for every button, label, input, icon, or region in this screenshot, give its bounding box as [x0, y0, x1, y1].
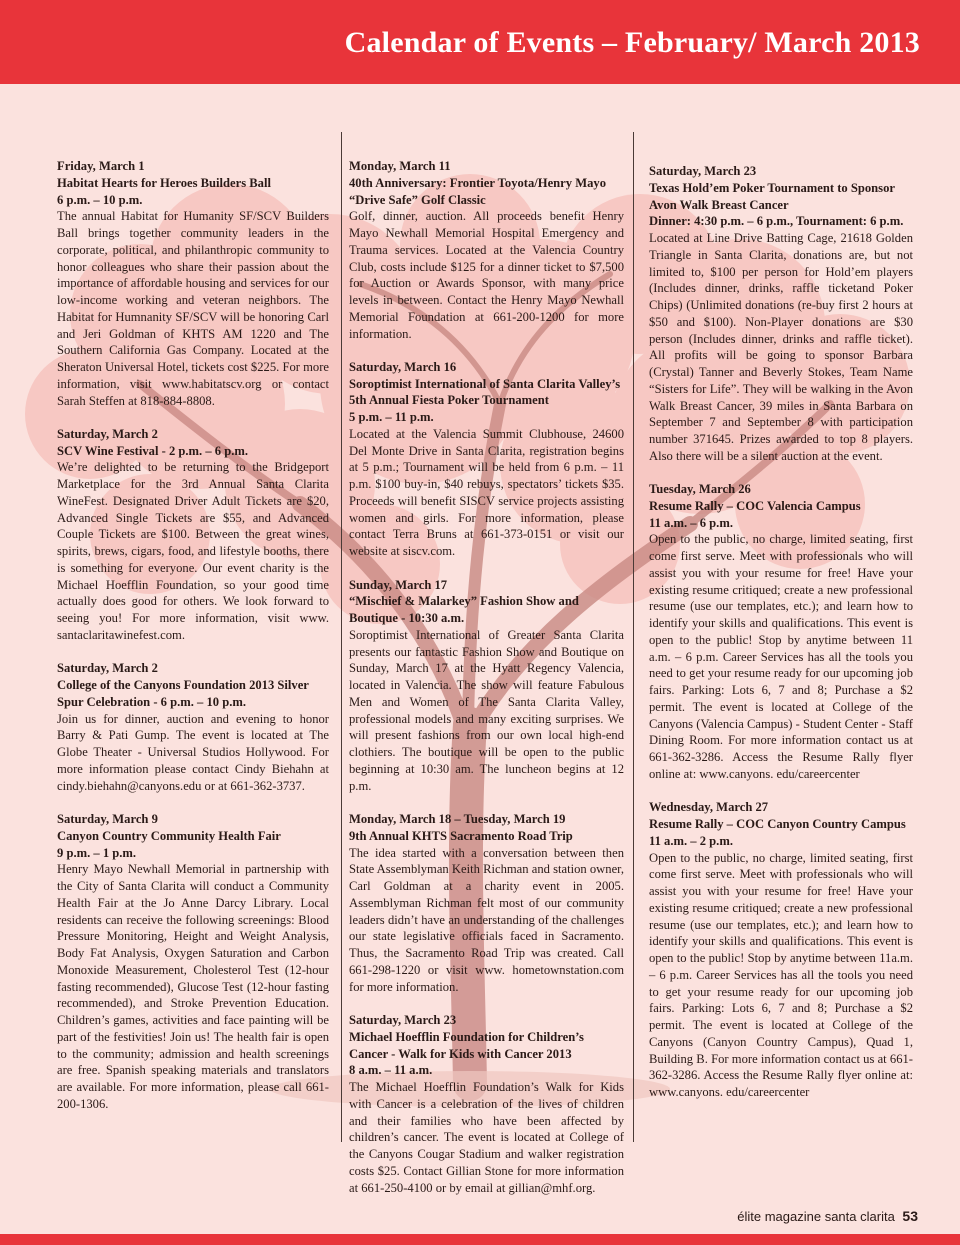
event-title: Michael Hoefflin Foundation for Children’s Cancer - Walk for Kids with Cancer 2013 — [349, 1029, 584, 1061]
event-description: We’re delighted to be returning to the Bridgeport Marketplace for the 3rd Annual Santa Clarita WineFest. Designated Driver Adult Tickets are $20, Advanced Single Tickets are $55, and Advanced Couple Tickets are $100. Between the great wines, spirits, brews, cigars, food, and lifestyle booths, there is something for everyone. Our event charity is the Michael Hoefflin Foundation, so your good time actually does good for others. We look forward to seeing you! For more information, visit www. santaclaritawinefest.com. — [57, 460, 329, 642]
event-time: 11 a.m. – 6 p.m. — [649, 515, 733, 530]
event-texas-holdem — [649, 163, 913, 465]
event-date: Sunday, March 17 — [349, 577, 448, 592]
event-title: Habitat Hearts for Heroes Builders Ball — [57, 175, 271, 190]
event-description: Golf, dinner, auction. All proceeds benefit Henry Mayo Newhall Memorial Hospital Emergency and Trauma services. Located at the Valencia Country Club, costs include $125 for a dinner ticket to $7,500 for Auction or Awards Sponsor, with many price levels in between. Contact the Henry Mayo Newhall Memorial Foundation at 661-200-1200 for more information. — [349, 209, 624, 341]
event-description: The idea started with a conversation between then State Assemblyman Keith Richman and station owner, Carl Goldman at a charity event in 2005. Assemblyman Richman felt most of our community leaders didn’t have an understanding of the challenges our state legislative officials faced in Sacramento. Thus, the Sacramento Road Trip was created. Call 661-298-1220 or visit www. hometownstation.com for more information. — [349, 845, 624, 994]
event-health-fair — [57, 811, 329, 1113]
page-title: Calendar of Events – February/ March 2013 — [344, 26, 920, 59]
event-date: Saturday, March 9 — [57, 812, 158, 827]
event-date: Saturday, March 16 — [349, 359, 457, 374]
event-sacramento-road-trip — [349, 811, 624, 995]
event-resume-rally-valencia — [649, 481, 913, 783]
event-description: Located at Line Drive Batting Cage, 21618 Golden Triangle in Santa Clarita, donations are, but not limited to, $100 per person for Hold’em players (Includes dinner, drinks, raffle ticketand Poker Chips) (Unlimited donations (re-buy first 2 hours at $50 and $100). Non-Player donations are $30 person (Includes dinner, drinks and raffle ticket). All profits will be going to sponsor Barbara (Crystal) Tanner and Beverly Stokes, Team Name “Sisters for Life”. They will be walking in the Avon Walk Breast Cancer, 39 miles in Santa Barbara on September 7 and September 8 with participation number 371645. Prizes awarded to top 8 players. Also there will be a silent auction at the event. — [649, 231, 913, 463]
event-time: 5 p.m. – 11 p.m. — [349, 410, 434, 425]
event-scv-wine-festival — [57, 426, 329, 644]
event-description: Open to the public, no charge, limited seating, first come first serve. Meet with professionals who will assist you with your resume for free! Have your existing resume critiqued; create a new professional resume (use our templates, etc.); and learn how to identify your skills and qualifications. This event is open to the public! Stop by anytime between 11 a.m. – 6 p.m. Career Services has all the tools you need to get your resume ready for our upcoming job fairs. Parking: Lots 6, 7 and 8; Purchase a $2 permit. The event is located at College of the Canyons (Valencia Campus) - Student Center - Staff Dining Room. For more information contact us at 661-362-3286. Access the Resume Rally flyer online at: www.canyons. edu/careercenter — [649, 532, 913, 781]
event-date: Saturday, March 2 — [57, 661, 158, 676]
event-time: Dinner: 4:30 p.m. – 6 p.m., Tournament: 6 p.m. — [649, 214, 904, 229]
event-date: Tuesday, March 26 — [649, 482, 751, 497]
event-title: Canyon Country Community Health Fair — [57, 828, 281, 843]
event-title: “Mischief & Malarkey” Fashion Show and Boutique - 10:30 a.m. — [349, 594, 579, 626]
event-date: Saturday, March 23 — [649, 164, 757, 178]
event-description: Soroptimist International of Greater Santa Clarita presents our fantastic Fashion Show and Boutique on Sunday, March 17 at the Hyatt Regency Valencia, located in Valencia. The show will feature Fabulous Men and Women of The Santa Clarita Valley, professional models and many exciting surprises. We will present fashions from our own local high-end clothiers. The boutique will be open to the public beginning at 10:30 am. The luncheon begins at 12 p.m. — [349, 627, 624, 793]
event-title: SCV Wine Festival - 2 p.m. – 6 p.m. — [57, 443, 249, 458]
event-time: 6 p.m. – 10 p.m. — [57, 192, 143, 207]
event-date: Friday, March 1 — [57, 159, 145, 173]
event-description: Join us for dinner, auction and evening to honor Barry & Pati Gump. The event is located at The Globe Theater - Universal Studios Hollywood. For more information please contact Cindy Biehahn at cindy.biehahn@canyons.edu or at 661-362-3737. — [57, 711, 329, 793]
event-time: 8 a.m. – 11 a.m. — [349, 1063, 433, 1078]
event-golf-classic — [349, 158, 624, 342]
events-column-1 — [57, 158, 329, 1129]
page-footer — [737, 1208, 918, 1224]
event-resume-rally-canyon-country — [649, 799, 913, 1101]
event-title: College of the Canyons Foundation 2013 Silver Spur Celebration - 6 p.m. – 10 p.m. — [57, 678, 309, 709]
event-fashion-show — [349, 577, 624, 795]
event-habitat-hearts — [57, 158, 329, 409]
event-description: Located at the Valencia Summit Clubhouse, 24600 Del Monte Drive in Santa Clarita, registration begins at 5 p.m.; Tournament will be held from 6 p.m. – 11 p.m. $100 buy-in, $40 rebuys, spectators’ tickets $35. Proceeds will benefit SISCV service projects assisting women and girls. For more information, please contact Terra Bruns at 661-373-0151 or visit our website at siscv.com. — [349, 426, 624, 559]
events-column-3 — [649, 163, 913, 1118]
events-column-2 — [349, 158, 624, 1213]
event-description: The Michael Hoefflin Foundation’s Walk for Kids with Cancer is a celebration of the lives of children and their families who have been affected by children’s cancer. The event is located at College of the Canyons Cougar Stadium and walker registration costs $25. Contact Gillian Stone for more information at 661-250-4100 or by email at gillian@mhf.org. — [349, 1080, 624, 1195]
page-number: 53 — [902, 1208, 918, 1224]
event-description: Open to the public, no charge, limited seating, first come first serve. Meet with professionals who will assist you with your resume for free! Have your existing resume critiqued; create a new professional resume (use our templates, etc.); and learn how to identify your skills and qualifications. This event is open to the public! Stop by anytime between 11a.m. – 6 p.m. Career Services has all the tools you need to get your resume ready for our upcoming job fairs. Parking: Lots 6, 7 and 8; Purchase a $2 permit. The event is located at College of the Canyons (Canyon Country Campus), Quad 1, Building B. For more information contact us at 661-362-3286. Access the Resume Rally flyer online at: www.canyons. edu/careercenter — [649, 850, 913, 1100]
event-date: Saturday, March 23 — [349, 1013, 457, 1027]
event-title: 9th Annual KHTS Sacramento Road Trip — [349, 828, 573, 843]
page-header — [0, 0, 960, 84]
event-time: 9 p.m. – 1 p.m. — [57, 845, 137, 860]
event-fiesta-poker — [349, 359, 624, 560]
event-title: Resume Rally – COC Valencia Campus — [649, 498, 861, 513]
event-description: Henry Mayo Newhall Memorial in partnership with the City of Santa Clarita will conduct a Community Health Fair at the Jo Anne Darcy Library. Local residents can receive the following screenings: Blood Pressure Monitoring, Height and Weight Analysis, Body Fat Analysis, Oxygen Saturation and Carbon Monoxide Measurement, Cholesterol Test (12-hour fasting recommended), Glucose Test (12-hour fasting recommended), and Stroke Prevention Education. Children’s games, activities and face painting will be part of the festivities! Join us! The health fair is open to the community; admission and health screenings are free. Spanish speaking materials and translators are available. For more information, please call 661-200-1306. — [57, 862, 329, 1111]
event-title: Texas Hold’em Poker Tournament to Sponsor Avon Walk Breast Cancer — [649, 180, 895, 212]
event-description: The annual Habitat for Humanity SF/SCV Builders Ball brings together community leaders in the corporate, political, and philanthropic community to honor colleagues who share their passion about the importance of affordable housing and services for our low-income working and veteran neighbors. The Habitat for Humnanity SF/SCV will be honoring Carl and Jeri Goldman of KHTS AM 1220 and The Southern California Gas Company. Located at the Sheraton Universal Hotel, tickets cost $225. For more information, visit www.habitatscv.org or contact Sarah Steffen at 818-884-8808. — [57, 209, 329, 408]
event-title: 40th Anniversary: Frontier Toyota/Henry Mayo “Drive Safe” Golf Classic — [349, 175, 606, 207]
event-silver-spur — [57, 660, 329, 794]
event-date: Saturday, March 2 — [57, 426, 158, 441]
event-title: Soroptimist International of Santa Clarita Valley’s 5th Annual Fiesta Poker Tournament — [349, 376, 621, 408]
event-date: Monday, March 11 — [349, 159, 451, 173]
event-date: Wednesday, March 27 — [649, 800, 769, 815]
event-walk-for-kids — [349, 1012, 624, 1196]
column-divider — [341, 132, 342, 1142]
bottom-bar — [0, 1234, 960, 1245]
column-divider — [633, 132, 634, 1142]
magazine-name: élite magazine santa clarita — [737, 1209, 895, 1224]
event-time: 11 a.m. – 2 p.m. — [649, 833, 733, 848]
event-date: Monday, March 18 – Tuesday, March 19 — [349, 812, 566, 827]
event-title: Resume Rally – COC Canyon Country Campus — [649, 817, 906, 832]
